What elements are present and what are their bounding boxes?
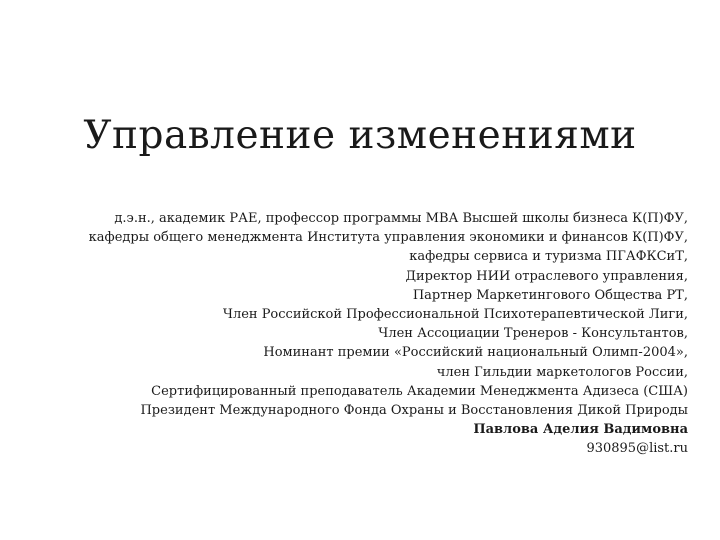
credential-line: кафедры общего менеджмента Института управления экономики и финансов К(П)ФУ, xyxy=(88,230,688,246)
credential-line: Директор НИИ отраслевого управления, xyxy=(405,268,688,284)
credential-line: Партнер Маркетингового Общества РТ, xyxy=(412,287,688,303)
credential-line: Член Ассоциации Тренеров - Консультантов, xyxy=(378,326,688,342)
credential-line: Президент Международного Фонда Охраны и Восстановления Дикой Природы xyxy=(140,403,688,419)
credential-line: Номинант премии «Российский национальный Олимп-2004», xyxy=(263,345,688,361)
author-name: Павлова Аделия Вадимовна xyxy=(473,422,688,438)
credential-line: д.э.н., академик РАЕ, профессор программы МВА Высшей школы бизнеса К(П)ФУ, xyxy=(114,211,688,226)
slide-title: Управление изменениями xyxy=(83,113,637,158)
credential-line: Член Российской Профессиональной Психотерапевтической Лиги, xyxy=(222,307,688,323)
author-email: 930895@list.ru xyxy=(586,441,688,457)
credential-line: член Гильдии маркетологов России, xyxy=(436,364,688,380)
credential-line: Сертифицированный преподаватель Академии Менеджмента Адизеса (США) xyxy=(151,383,688,399)
author-credentials xyxy=(28,209,688,459)
credential-line: кафедры сервиса и туризма ПГАФКСиТ, xyxy=(409,249,688,265)
